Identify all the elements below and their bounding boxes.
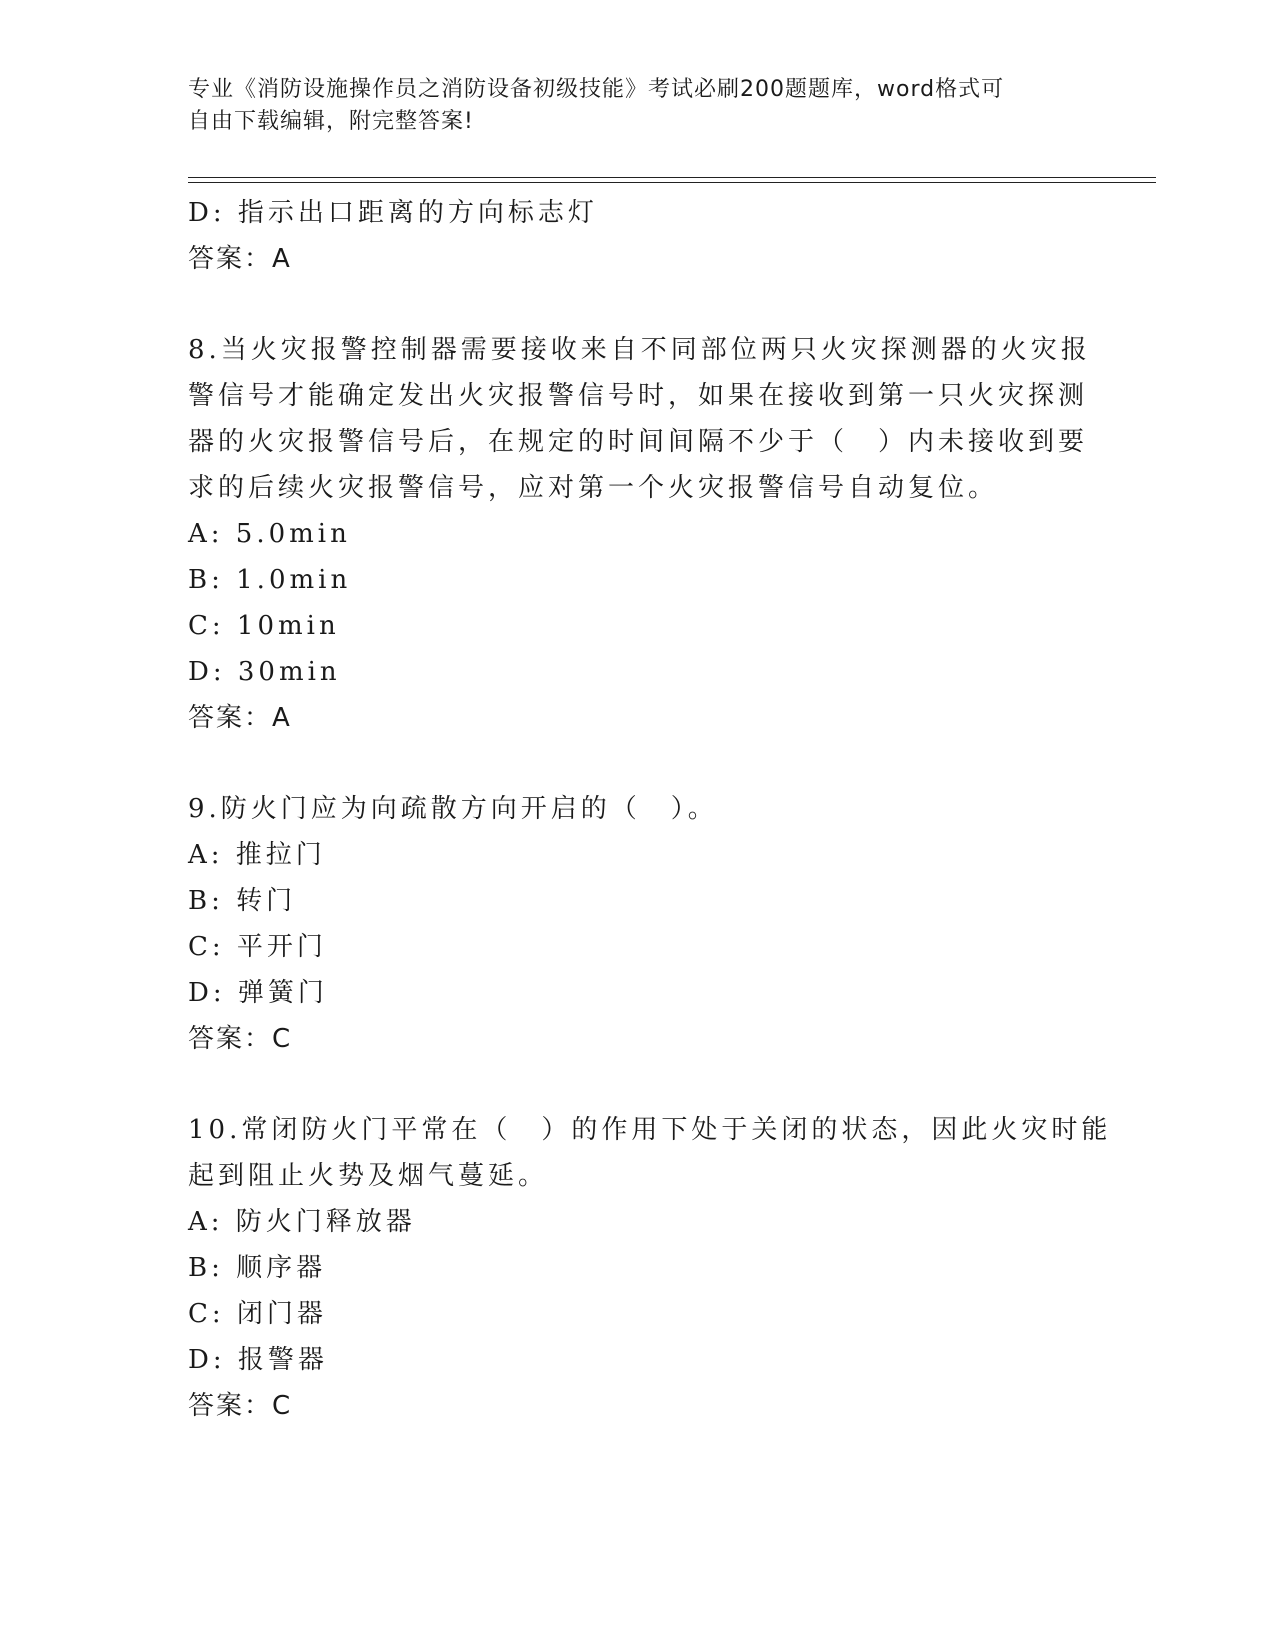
option-d: D: 指示出口距离的方向标志灯 (188, 198, 598, 228)
answer-line: 答案：A (188, 244, 292, 274)
question-text-line: 求的后续火灾报警信号，应对第一个火灾报警信号自动复位。 (188, 473, 999, 503)
header-title-line-2: 自由下载编辑，附完整答案! (188, 109, 474, 134)
question-text-line: 8.当火灾报警控制器需要接收来自不同部位两只火灾探测器的火灾报 (188, 335, 1091, 365)
question-text-line: 10.常闭防火门平常在（ ）的作用下处于关闭的状态，因此火灾时能 (188, 1115, 1112, 1145)
option-d: D: 弹簧门 (188, 978, 328, 1008)
option-c: C: 10min (188, 611, 340, 641)
spacer (188, 282, 1088, 327)
spacer (188, 741, 1088, 786)
header-rule-bottom (188, 182, 1156, 183)
answer-line: 答案：A (188, 703, 292, 733)
option-b: B: 顺序器 (188, 1253, 327, 1283)
question-text-line: 起到阻止火势及烟气蔓延。 (188, 1161, 549, 1191)
previous-question-tail (188, 190, 1088, 282)
question-text-line: 警信号才能确定发出火灾报警信号时，如果在接收到第一只火灾探测 (188, 381, 1089, 411)
option-d: D: 报警器 (188, 1345, 328, 1375)
answer-line: 答案：C (188, 1391, 293, 1421)
answer-line: 答案：C (188, 1024, 293, 1054)
option-c: C: 闭门器 (188, 1299, 327, 1329)
header-title-line-1: 专业《消防设施操作员之消防设备初级技能》考试必刷200题题库，word格式可 (188, 77, 1005, 102)
option-a: A: 防火门释放器 (188, 1207, 416, 1237)
document-header (188, 74, 1068, 138)
spacer (188, 1062, 1088, 1107)
question-8 (188, 327, 1091, 741)
option-a: A: 5.0min (188, 519, 351, 549)
header-rule-top (188, 177, 1156, 178)
option-c: C: 平开门 (188, 932, 327, 962)
question-text-line: 9.防火门应为向疏散方向开启的（ ）。 (188, 794, 718, 824)
option-b: B: 转门 (188, 886, 297, 916)
question-9 (188, 786, 1088, 1062)
question-10 (188, 1107, 1112, 1429)
option-a: A: 推拉门 (188, 840, 326, 870)
question-text-line: 器的火灾报警信号后，在规定的时间间隔不少于（ ）内未接收到要 (188, 427, 1089, 457)
option-d: D: 30min (188, 657, 341, 687)
document-body (188, 190, 1112, 1429)
option-b: B: 1.0min (188, 565, 352, 595)
